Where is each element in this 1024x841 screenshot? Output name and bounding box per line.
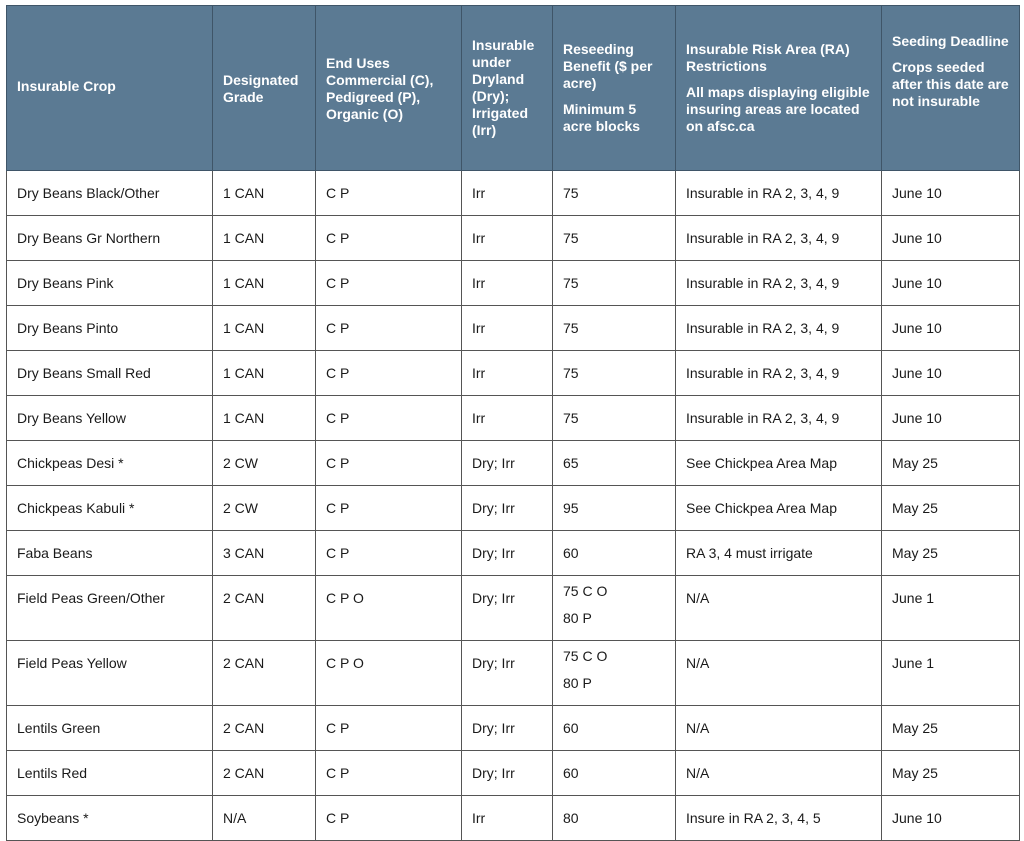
reseed-value: 75 [563, 275, 579, 291]
cell-reseeding-benefit [553, 641, 676, 706]
reseed-value: 75 C O [563, 583, 608, 599]
cell-risk-area: See Chickpea Area Map [676, 486, 882, 531]
cell-end-uses: C P [316, 216, 462, 261]
cell-risk-area: Insurable in RA 2, 3, 4, 9 [676, 216, 882, 261]
header-seeding-deadline-label: Seeding Deadline [892, 33, 1009, 49]
cell-reseeding-benefit [553, 706, 676, 751]
cell-grade: 1 CAN [213, 171, 316, 216]
table-row [7, 306, 1020, 351]
cell-risk-area: RA 3, 4 must irrigate [676, 531, 882, 576]
header-dryland-irrigated-label: Insurable under Dryland (Dry); Irrigated (Irr) [472, 37, 535, 138]
header-row [7, 6, 1020, 171]
reseed-value-pedigreed: 80 P [563, 610, 592, 626]
table-row [7, 396, 1020, 441]
cell-seeding-deadline: May 25 [882, 706, 1020, 751]
cell-grade: 2 CW [213, 441, 316, 486]
cell-dryland-irrigated: Irr [462, 796, 553, 841]
cell-crop: Dry Beans Black/Other [7, 171, 213, 216]
cell-end-uses: C P [316, 261, 462, 306]
cell-grade: 2 CAN [213, 706, 316, 751]
cell-end-uses: C P [316, 531, 462, 576]
cell-grade: N/A [213, 796, 316, 841]
cell-grade: 2 CAN [213, 641, 316, 706]
crop-insurance-table [6, 5, 1020, 841]
cell-crop: Soybeans * [7, 796, 213, 841]
cell-grade: 2 CAN [213, 576, 316, 641]
cell-dryland-irrigated: Dry; Irr [462, 706, 553, 751]
header-insurable-crop-label: Insurable Crop [17, 77, 116, 94]
cell-seeding-deadline: June 10 [882, 261, 1020, 306]
table-row [7, 531, 1020, 576]
cell-reseeding-benefit [553, 351, 676, 396]
cell-dryland-irrigated: Dry; Irr [462, 576, 553, 641]
reseed-value: 95 [563, 500, 579, 516]
cell-crop: Faba Beans [7, 531, 213, 576]
cell-crop: Dry Beans Small Red [7, 351, 213, 396]
reseed-value: 60 [563, 545, 579, 561]
cell-seeding-deadline: June 1 [882, 576, 1020, 641]
cell-dryland-irrigated: Irr [462, 306, 553, 351]
cell-reseeding-benefit [553, 261, 676, 306]
reseed-value: 75 [563, 230, 579, 246]
cell-end-uses: C P [316, 796, 462, 841]
cell-risk-area: N/A [676, 576, 882, 641]
cell-risk-area: Insurable in RA 2, 3, 4, 9 [676, 396, 882, 441]
cell-seeding-deadline: June 10 [882, 796, 1020, 841]
cell-seeding-deadline: June 10 [882, 306, 1020, 351]
cell-crop: Dry Beans Yellow [7, 396, 213, 441]
cell-grade: 1 CAN [213, 216, 316, 261]
cell-crop: Lentils Green [7, 706, 213, 751]
table-row [7, 706, 1020, 751]
table-row [7, 576, 1020, 641]
table-row [7, 216, 1020, 261]
header-seeding-deadline-note: Crops seeded after this date are not insurable [892, 59, 1009, 109]
cell-risk-area: N/A [676, 706, 882, 751]
table-row [7, 441, 1020, 486]
table-row [7, 171, 1020, 216]
header-end-uses [316, 6, 462, 171]
cell-end-uses: C P O [316, 576, 462, 641]
cell-risk-area: Insurable in RA 2, 3, 4, 9 [676, 306, 882, 351]
cell-crop: Dry Beans Gr Northern [7, 216, 213, 261]
cell-crop: Dry Beans Pink [7, 261, 213, 306]
cell-dryland-irrigated: Dry; Irr [462, 531, 553, 576]
cell-end-uses: C P [316, 751, 462, 796]
reseed-value: 60 [563, 765, 579, 781]
cell-reseeding-benefit [553, 576, 676, 641]
header-reseeding-benefit-note: Minimum 5 acre blocks [563, 101, 641, 134]
header-risk-area-note: All maps displaying eligible insuring areas are located on afsc.ca [686, 84, 870, 134]
cell-crop: Chickpeas Kabuli * [7, 486, 213, 531]
cell-reseeding-benefit [553, 171, 676, 216]
reseed-value: 75 [563, 185, 579, 201]
cell-seeding-deadline: June 10 [882, 171, 1020, 216]
header-insurable-crop [7, 6, 213, 171]
reseed-value-pedigreed: 80 P [563, 675, 592, 691]
cell-seeding-deadline: May 25 [882, 531, 1020, 576]
cell-crop: Chickpeas Desi * [7, 441, 213, 486]
reseed-value: 75 [563, 410, 579, 426]
cell-grade: 3 CAN [213, 531, 316, 576]
reseed-value: 75 [563, 365, 579, 381]
cell-crop: Lentils Red [7, 751, 213, 796]
cell-seeding-deadline: June 10 [882, 216, 1020, 261]
cell-dryland-irrigated: Dry; Irr [462, 751, 553, 796]
cell-end-uses: C P [316, 171, 462, 216]
cell-dryland-irrigated: Irr [462, 216, 553, 261]
cell-reseeding-benefit [553, 306, 676, 351]
cell-risk-area: Insurable in RA 2, 3, 4, 9 [676, 171, 882, 216]
cell-risk-area: Insure in RA 2, 3, 4, 5 [676, 796, 882, 841]
cell-seeding-deadline: May 25 [882, 751, 1020, 796]
reseed-value: 75 [563, 320, 579, 336]
header-end-uses-label: End Uses Commercial (C), Pedigreed (P), Organic (O) [326, 55, 434, 122]
reseed-value: 65 [563, 455, 579, 471]
cell-end-uses: C P O [316, 641, 462, 706]
cell-crop: Field Peas Green/Other [7, 576, 213, 641]
header-risk-area-restrictions [676, 6, 882, 171]
reseed-value: 80 [563, 810, 579, 826]
cell-risk-area: See Chickpea Area Map [676, 441, 882, 486]
cell-reseeding-benefit [553, 751, 676, 796]
cell-end-uses: C P [316, 441, 462, 486]
header-reseeding-benefit-label: Reseeding Benefit ($ per acre) [563, 41, 653, 91]
cell-seeding-deadline: May 25 [882, 441, 1020, 486]
cell-seeding-deadline: June 10 [882, 351, 1020, 396]
cell-seeding-deadline: June 10 [882, 396, 1020, 441]
cell-risk-area: N/A [676, 751, 882, 796]
header-seeding-deadline [882, 6, 1020, 171]
table-row [7, 261, 1020, 306]
cell-end-uses: C P [316, 306, 462, 351]
cell-crop: Field Peas Yellow [7, 641, 213, 706]
header-reseeding-benefit [553, 6, 676, 171]
cell-crop: Dry Beans Pinto [7, 306, 213, 351]
cell-grade: 1 CAN [213, 396, 316, 441]
cell-end-uses: C P [316, 396, 462, 441]
cell-dryland-irrigated: Dry; Irr [462, 486, 553, 531]
cell-grade: 2 CW [213, 486, 316, 531]
table-body [7, 171, 1020, 841]
header-designated-grade [213, 6, 316, 171]
cell-reseeding-benefit [553, 486, 676, 531]
table-row [7, 796, 1020, 841]
table-row [7, 486, 1020, 531]
cell-end-uses: C P [316, 706, 462, 751]
cell-risk-area: Insurable in RA 2, 3, 4, 9 [676, 261, 882, 306]
reseed-value: 60 [563, 720, 579, 736]
cell-risk-area: Insurable in RA 2, 3, 4, 9 [676, 351, 882, 396]
cell-dryland-irrigated: Irr [462, 396, 553, 441]
cell-end-uses: C P [316, 486, 462, 531]
table-row [7, 751, 1020, 796]
cell-grade: 1 CAN [213, 351, 316, 396]
table-row [7, 641, 1020, 706]
header-dryland-irrigated [462, 6, 553, 171]
cell-reseeding-benefit [553, 531, 676, 576]
cell-dryland-irrigated: Irr [462, 261, 553, 306]
cell-reseeding-benefit [553, 441, 676, 486]
cell-risk-area: N/A [676, 641, 882, 706]
cell-dryland-irrigated: Irr [462, 171, 553, 216]
cell-dryland-irrigated: Dry; Irr [462, 641, 553, 706]
cell-reseeding-benefit [553, 796, 676, 841]
cell-end-uses: C P [316, 351, 462, 396]
reseed-value: 75 C O [563, 648, 608, 664]
cell-dryland-irrigated: Dry; Irr [462, 441, 553, 486]
table-row [7, 351, 1020, 396]
cell-dryland-irrigated: Irr [462, 351, 553, 396]
cell-reseeding-benefit [553, 216, 676, 261]
header-risk-area-label: Insurable Risk Area (RA) Restrictions [686, 41, 850, 74]
cell-grade: 1 CAN [213, 261, 316, 306]
cell-grade: 2 CAN [213, 751, 316, 796]
cell-seeding-deadline: May 25 [882, 486, 1020, 531]
header-designated-grade-label: Designated Grade [223, 72, 299, 105]
cell-seeding-deadline: June 1 [882, 641, 1020, 706]
cell-grade: 1 CAN [213, 306, 316, 351]
cell-reseeding-benefit [553, 396, 676, 441]
